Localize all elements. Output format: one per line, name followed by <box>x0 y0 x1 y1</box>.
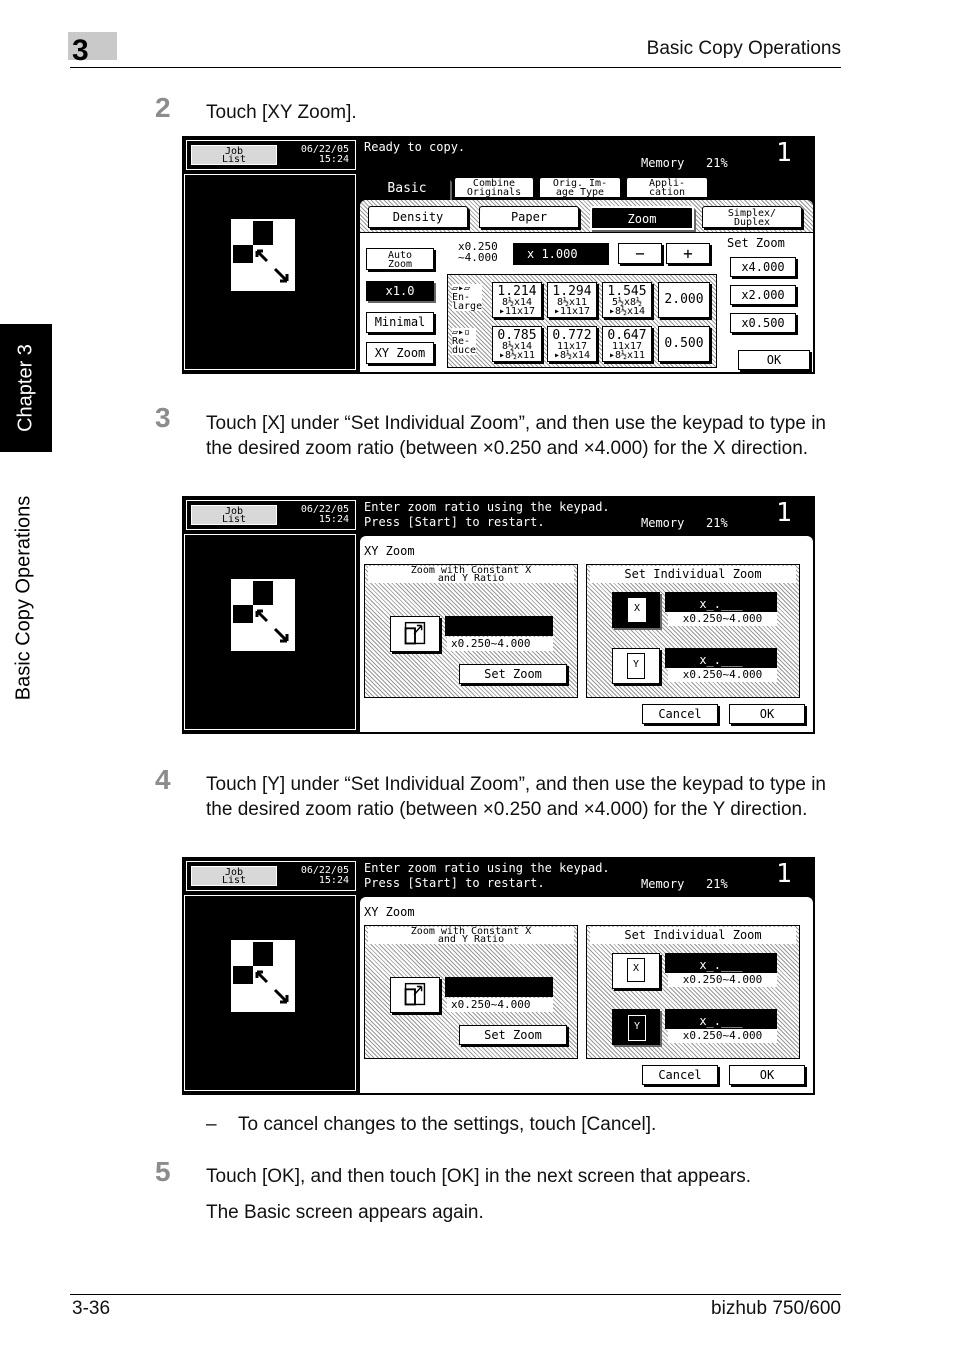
tab-simplex-duplex[interactable]: Simplex/ Duplex <box>702 206 802 228</box>
set-zoom-button[interactable]: Set Zoom <box>459 1025 567 1045</box>
memory-indicator: Memory 21% <box>641 877 728 891</box>
note-dash: – <box>206 1114 217 1135</box>
x1-0-button[interactable]: x1.0 <box>366 281 434 301</box>
set-zoom-button[interactable]: Set Zoom <box>459 664 567 684</box>
enlarge-preset-1[interactable]: 1.214 8½x14 ▸11x17 <box>492 282 542 318</box>
status-message: Enter zoom ratio using the keypad. Press [Start] to restart. <box>364 500 610 529</box>
step-number-2: 2 <box>155 92 171 123</box>
zoom-plus-button[interactable]: + <box>666 243 710 264</box>
step-number-4: 4 <box>155 764 171 795</box>
job-list-button[interactable]: Job List <box>191 866 277 886</box>
step-text-4: Touch [Y] under “Set Individual Zoom”, and then use the keypad to type in the desired zoom ratio (between ×0.250 and ×4.000) for the Y direction. <box>206 774 826 820</box>
y-range-label: x0.250~4.000 <box>668 1029 777 1043</box>
set-zoom-label: Set Zoom <box>727 236 785 250</box>
date-time: 06/22/05 15:24 <box>300 504 349 525</box>
x-value-display: x_.___ <box>665 592 777 612</box>
zoom-minus-button[interactable]: − <box>618 243 662 264</box>
x-zoom-button[interactable] <box>612 592 660 628</box>
minimal-button[interactable]: Minimal <box>366 312 434 333</box>
x-zoom-label: X <box>632 963 640 974</box>
constant-ratio-icon <box>391 978 439 1012</box>
constant-value-display <box>445 977 553 997</box>
xy-zoom-preview-icon <box>231 940 295 1012</box>
tab-basic[interactable]: Basic <box>364 178 450 200</box>
tab-density[interactable]: Density <box>368 206 468 228</box>
header-rule <box>70 67 841 68</box>
step-number-5: 5 <box>155 1156 171 1187</box>
x-value-display: x_.___ <box>665 953 777 973</box>
tab-orig-image-type[interactable]: Orig. Im- age Type <box>539 177 621 198</box>
constant-ratio-icon <box>391 617 439 651</box>
preview-pane <box>184 534 356 730</box>
job-list-area <box>186 140 356 170</box>
tab-application[interactable]: Appli- cation <box>626 177 708 198</box>
enlarge-preset-3[interactable]: 1.545 5½x8½ ▸8½x14 <box>602 282 652 318</box>
step-text-3: Touch [X] under “Set Individual Zoom”, and then use the keypad to type in the desired zoom ratio (between ×0.250 and ×4.000) for the X direction. <box>206 413 826 459</box>
cancel-button[interactable]: Cancel <box>642 704 718 724</box>
status-message: Enter zoom ratio using the keypad. Press [Start] to restart. <box>364 861 610 890</box>
xy-zoom-preview-icon <box>231 579 295 651</box>
job-list-area <box>186 861 356 891</box>
memory-indicator: Memory 21% <box>641 156 728 170</box>
enlarge-2-000-button[interactable]: 2.000 <box>658 282 710 318</box>
constant-ratio-button[interactable] <box>390 977 440 1013</box>
constant-range-label: x0.250~4.000 <box>447 637 553 651</box>
memory-indicator: Memory 21% <box>641 516 728 530</box>
date-time: 06/22/05 15:24 <box>300 144 349 165</box>
side-chapter-label: Chapter 3 <box>14 344 37 432</box>
y-value-display: x_.___ <box>665 648 777 668</box>
xy-zoom-preview-icon <box>231 219 295 291</box>
constant-range-label: x0.250~4.000 <box>447 998 553 1012</box>
y-range-label: x0.250~4.000 <box>668 668 777 682</box>
set-zoom-2-000-button[interactable]: x2.000 <box>730 285 796 305</box>
individual-zoom-label: Set Individual Zoom <box>590 927 796 944</box>
side-section-label: Basic Copy Operations <box>12 495 35 701</box>
cancel-note: To cancel changes to the settings, touch [Cancel]. <box>238 1114 657 1135</box>
zoom-range-label: x0.250 ~4.000 <box>458 240 498 264</box>
constant-ratio-label: Zoom with Constant X and Y Ratio <box>368 566 574 583</box>
step-number-3: 3 <box>155 402 171 433</box>
xy-zoom-title: XY Zoom <box>364 905 415 919</box>
copy-count: 1 <box>776 498 792 528</box>
auto-zoom-button[interactable]: Auto Zoom <box>366 248 434 270</box>
screen-xy-zoom-x <box>182 496 815 734</box>
step-text-2: Touch [XY Zoom]. <box>206 102 357 123</box>
xy-zoom-button[interactable]: XY Zoom <box>366 342 434 364</box>
copy-count: 1 <box>776 859 792 889</box>
x-range-label: x0.250~4.000 <box>668 612 777 626</box>
preview-pane <box>184 174 356 370</box>
x-zoom-label: X <box>633 603 641 614</box>
reduce-0-500-button[interactable]: 0.500 <box>658 326 710 362</box>
ok-button[interactable]: OK <box>729 1065 805 1085</box>
constant-ratio-button[interactable] <box>390 616 440 652</box>
step-5-result: The Basic screen appears again. <box>206 1202 484 1223</box>
preview-pane <box>184 895 356 1091</box>
y-zoom-label: Y <box>633 1021 641 1032</box>
reduce-label: ▱▸▫ Re- duce <box>452 327 477 356</box>
job-list-area <box>186 500 356 530</box>
running-header-title: Basic Copy Operations <box>646 38 841 59</box>
constant-ratio-label: Zoom with Constant X and Y Ratio <box>368 927 574 944</box>
enlarge-label: ▱▸▱ En- large <box>452 283 483 312</box>
constant-value-display <box>445 616 553 636</box>
xy-zoom-title: XY Zoom <box>364 544 415 558</box>
ok-button[interactable]: OK <box>738 350 810 370</box>
status-message: Ready to copy. <box>364 140 466 154</box>
copy-count: 1 <box>776 138 792 168</box>
set-zoom-4-000-button[interactable]: x4.000 <box>730 257 796 277</box>
step-text-5: Touch [OK], and then touch [OK] in the next screen that appears. <box>206 1166 751 1187</box>
job-list-button[interactable]: Job List <box>191 145 277 165</box>
footer-rule <box>70 1294 841 1295</box>
tab-zoom[interactable]: Zoom <box>590 206 694 230</box>
chapter-number: 3 <box>72 34 89 67</box>
date-time: 06/22/05 15:24 <box>300 865 349 886</box>
zoom-value-display: x 1.000 <box>513 243 609 265</box>
y-zoom-label: Y <box>632 659 640 670</box>
x-zoom-button[interactable] <box>612 953 660 989</box>
job-list-button[interactable]: Job List <box>191 505 277 525</box>
set-zoom-0-500-button[interactable]: x0.500 <box>730 313 796 333</box>
tab-combine-originals[interactable]: Combine Originals <box>454 177 534 198</box>
page-number: 3-36 <box>72 1298 111 1319</box>
x-range-label: x0.250~4.000 <box>668 973 777 987</box>
screen-zoom <box>182 136 815 374</box>
product-model: bizhub 750/600 <box>711 1298 841 1319</box>
y-zoom-button[interactable] <box>612 648 660 684</box>
enlarge-preset-2[interactable]: 1.294 8½x11 ▸11x17 <box>547 282 597 318</box>
individual-zoom-label: Set Individual Zoom <box>590 566 796 583</box>
y-value-display: x_.___ <box>665 1009 777 1029</box>
screen-xy-zoom-y <box>182 857 815 1095</box>
reduce-preset-1[interactable]: 0.785 8½x14 ▸8½x11 <box>492 326 542 362</box>
reduce-preset-3[interactable]: 0.647 11x17 ▸8½x11 <box>602 326 652 362</box>
cancel-button[interactable]: Cancel <box>642 1065 718 1085</box>
y-zoom-button[interactable] <box>612 1009 660 1045</box>
tab-paper[interactable]: Paper <box>479 206 579 228</box>
reduce-preset-2[interactable]: 0.772 11x17 ▸8½x14 <box>547 326 597 362</box>
ok-button[interactable]: OK <box>729 704 805 724</box>
